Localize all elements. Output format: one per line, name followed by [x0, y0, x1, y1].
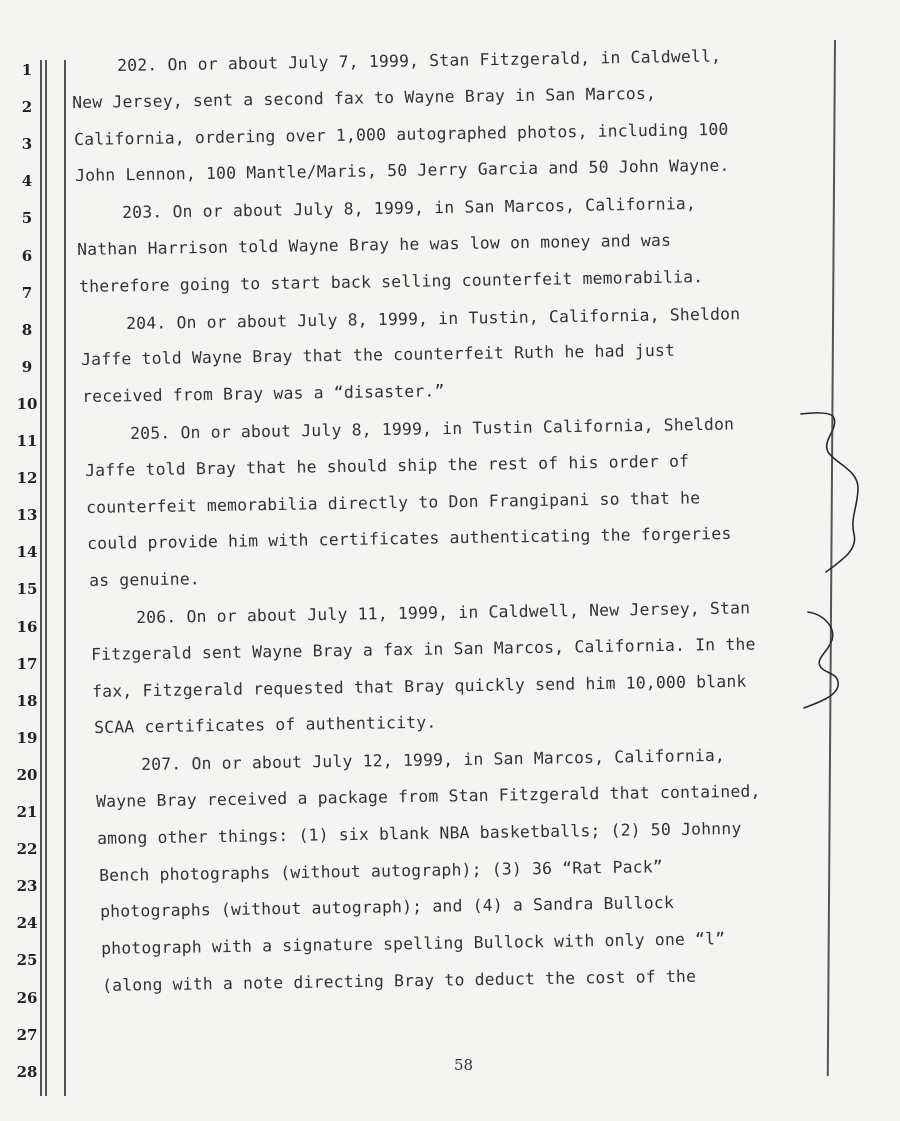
- text-line: among other things: (1) six blank NBA basketballs; (2) 50 Johnny: [97, 818, 742, 848]
- line-number: 12: [16, 469, 38, 488]
- line-number: 7: [21, 283, 33, 302]
- bracket-mark-lower: [804, 612, 838, 708]
- text-line: Bench photographs (without autograph); (3) 36 “Rat Pack”: [98, 856, 663, 885]
- text-line: therefore going to start back selling counterfeit memorabilia.: [78, 266, 703, 296]
- text-line: photographs (without autograph); and (4) a Sandra Bullock: [99, 893, 674, 922]
- text-line: Nathan Harrison told Wayne Bray he was low on money and was: [77, 230, 672, 259]
- line-number: 8: [21, 320, 33, 339]
- text-line: counterfeit memorabilia directly to Don Frangipani so that he: [86, 487, 701, 517]
- text-line: 203. On or about July 8, 1999, in San Marcos, California,: [122, 194, 697, 223]
- line-number: 18: [16, 691, 38, 710]
- line-number: 14: [16, 543, 38, 562]
- line-number: 9: [21, 357, 33, 376]
- line-number: 23: [16, 877, 38, 896]
- text-line: 206. On or about July 11, 1999, in Caldwell, New Jersey, Stan: [135, 598, 751, 627]
- line-number: 6: [21, 246, 33, 265]
- text-line: (along with a note directing Bray to deduct the cost of the: [102, 966, 697, 995]
- line-number: 4: [21, 172, 33, 191]
- page-number: 58: [454, 1056, 474, 1074]
- line-number: 5: [21, 209, 33, 228]
- line-number: 16: [16, 617, 38, 636]
- line-number: 13: [16, 506, 38, 525]
- text-line: 202. On or about July 7, 1999, Stan Fitzgerald, in Caldwell,: [117, 46, 722, 75]
- text-line: fax, Fitzgerald requested that Bray quickly send him 10,000 blank: [92, 671, 747, 701]
- text-line: SCAA certificates of authenticity.: [93, 713, 437, 738]
- line-number: 27: [16, 1025, 38, 1044]
- line-number: 25: [16, 951, 38, 970]
- line-number: 2: [21, 98, 33, 117]
- line-number: 20: [16, 765, 38, 784]
- line-number: 22: [16, 840, 38, 859]
- line-number: 10: [16, 394, 38, 413]
- line-number: 1: [21, 61, 33, 79]
- text-line: 207. On or about July 12, 1999, in San Marcos, California,: [140, 746, 725, 775]
- text-line: 205. On or about July 8, 1999, in Tustin California, Sheldon: [129, 414, 734, 443]
- line-number: 17: [16, 654, 38, 673]
- text-line: John Lennon, 100 Mantle/Maris, 50 Jerry Garcia and 50 John Wayne.: [74, 156, 730, 186]
- text-line: Wayne Bray received a package from Stan Fitzgerald that contained,: [96, 781, 761, 811]
- text-line: Fitzgerald sent Wayne Bray a fax in San Marcos, California. In the: [91, 634, 756, 664]
- text-line: Jaffe told Wayne Bray that the counterfeit Ruth he had just: [81, 341, 676, 370]
- line-number: 11: [16, 432, 38, 450]
- text-line: as genuine.: [88, 569, 200, 591]
- text-line: 204. On or about July 8, 1999, in Tustin, California, Sheldon: [125, 303, 741, 333]
- line-number: 15: [16, 580, 38, 599]
- text-line: California, ordering over 1,000 autographed photos, including 100: [73, 119, 729, 149]
- line-number: 28: [16, 1062, 38, 1081]
- text-line: Jaffe told Bray that he should ship the rest of his order of: [84, 451, 690, 480]
- text-line: could provide him with certificates authenticating the forgeries: [87, 524, 732, 554]
- line-number: 26: [16, 988, 38, 1007]
- line-number: 19: [16, 728, 38, 747]
- bracket-mark-upper: [801, 413, 858, 572]
- text-line: photograph with a signature spelling Bullock with only one “l”: [101, 929, 726, 959]
- line-number: 3: [21, 135, 33, 154]
- line-number: 21: [16, 803, 38, 821]
- line-number: 24: [16, 914, 38, 933]
- text-line: New Jersey, sent a second fax to Wayne Bray in San Marcos,: [72, 83, 657, 112]
- text-line: received from Bray was a “disaster.”: [82, 381, 445, 407]
